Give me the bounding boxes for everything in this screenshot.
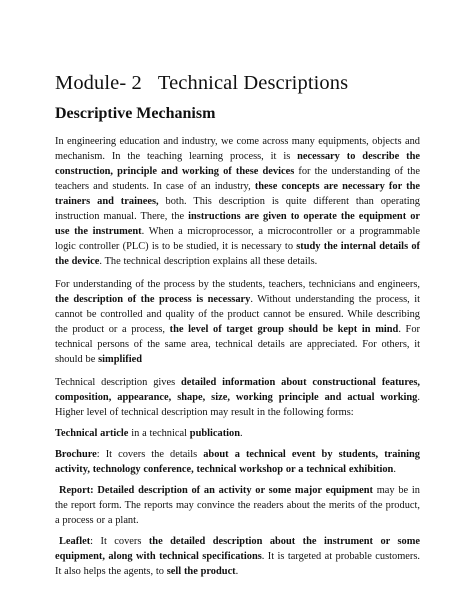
- document-page: [55, 70, 420, 585]
- paragraph-leaflet: Leaflet: It covers the detailed description about the instrument or some equipment, along with technical specifications. It is targeted at probable customers. It also helps the agents, to sell the product.: [55, 536, 420, 577]
- page-title: [55, 70, 420, 96]
- paragraph-process: For understanding of the process by the students, teachers, technicians and engineers, the description of the process is necessary. Without understanding the process, it cannot be controlled and quality of the product cannot be ensured. While describing the product or a process, the level of target group should be kept in mind. For technical persons of the same area, technical details are appreciated. For others, it should be simplified: [55, 279, 420, 365]
- paragraph-technical-article: Technical article in a technical publication.: [55, 428, 243, 439]
- paragraph-technical-description: Technical description gives detailed information about constructional features, composition, appearance, shape, size, working principle and actual working. Higher level of technical description may result in the following forms:: [55, 377, 421, 418]
- module-number: Module- 2: [55, 72, 142, 94]
- paragraph-brochure: Brochure: It covers the details about a technical event by students, training activity, technology conference, technical workshop or a technical exhibition.: [55, 449, 420, 475]
- module-title: Technical Descriptions: [157, 72, 349, 94]
- paragraph-intro: In engineering education and industry, we come across many equipments, objects and mechanism. In the teaching learning process, it is necessary to describe the construction, principle and working of these devices for the understanding of the teachers and students. In case of an industry, these concepts are necessary for the trainers and trainees, both. This description is quite different than operating instruction manual. There, the instructions are given to operate the equipment or use the instrument. When a microprocessor, a microcontroller or a programmable logic controller (PLC) is to be studied, it is necessary to study the internal details of the device. The technical description explains all these details.: [55, 136, 421, 267]
- paragraph-report: Report: Detailed description of an activity or some major equipment may be in the report form. The reports may convince the readers about the merits of the product, a process or a plant.: [55, 485, 420, 526]
- section-heading: Descriptive Mechanism: [55, 105, 216, 122]
